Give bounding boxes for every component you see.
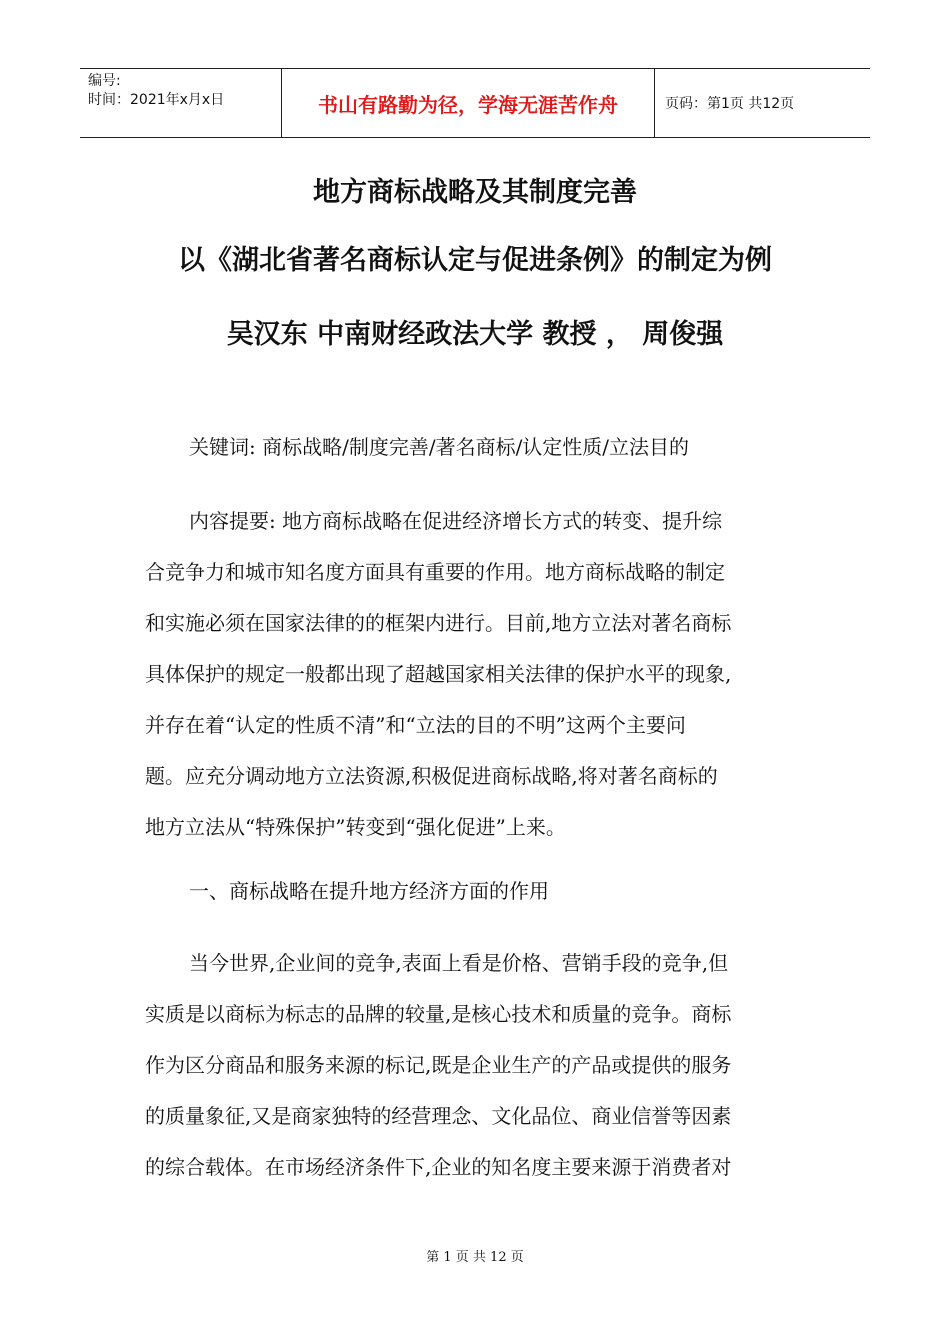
body-line: 的质量象征,又是商家独特的经营理念、文化品位、商业信誉等因素 [145, 1104, 732, 1128]
document-title: 地方商标战略及其制度完善 [313, 177, 637, 208]
page-footer: 第 1 页 共 12 页 [426, 1250, 524, 1265]
body-line: 实质是以商标为标志的品牌的较量,是核心技术和质量的竞争。商标 [145, 1002, 732, 1026]
body-paragraph [145, 938, 807, 1193]
abstract-paragraph [145, 496, 807, 853]
body-line: 当今世界,企业间的竞争,表面上看是价格、营销手段的竞争,但 [189, 951, 729, 975]
keywords: 关键词: 商标战略/制度完善/著名商标/认定性质/立法目的 [189, 435, 690, 459]
document-time-label: 时间：2021年x月x日 [88, 92, 225, 108]
abstract-line: 题。应充分调动地方立法资源,积极促进商标战略,将对著名商标的 [145, 764, 718, 788]
header-motto: 书山有路勤为径，学海无涯苦作舟 [282, 69, 655, 137]
abstract-line: 具体保护的规定一般都出现了超越国家相关法律的保护水平的现象, [145, 662, 732, 686]
header-meta [80, 69, 282, 137]
document-subtitle: 以《湖北省著名商标认定与促进条例》的制定为例 [178, 245, 772, 276]
body-line: 的综合载体。在市场经济条件下,企业的知名度主要来源于消费者对 [145, 1155, 732, 1179]
abstract-line: 和实施必须在国家法律的的框架内进行。目前,地方立法对著名商标 [145, 611, 732, 635]
abstract-line: 地方立法从“特殊保护”转变到“强化促进”上来。 [145, 815, 566, 839]
page-header [80, 68, 870, 138]
body-line: 作为区分商品和服务来源的标记,既是企业生产的产品或提供的服务 [145, 1053, 732, 1077]
header-page-info: 页码：第1页 共12页 [665, 96, 795, 112]
section-heading: 一、商标战略在提升地方经济方面的作用 [189, 879, 549, 903]
abstract-line: 合竞争力和城市知名度方面具有重要的作用。地方商标战略的制定 [145, 560, 725, 584]
document-authors: 吴汉东 中南财经政法大学 教授 ， 周俊强 [226, 319, 724, 350]
abstract-line: 并存在着“认定的性质不清”和“立法的目的不明”这两个主要问 [145, 713, 686, 737]
abstract-line: 内容提要: 地方商标战略在促进经济增长方式的转变、提升综 [189, 509, 723, 533]
document-number-label: 编号: [88, 73, 121, 89]
